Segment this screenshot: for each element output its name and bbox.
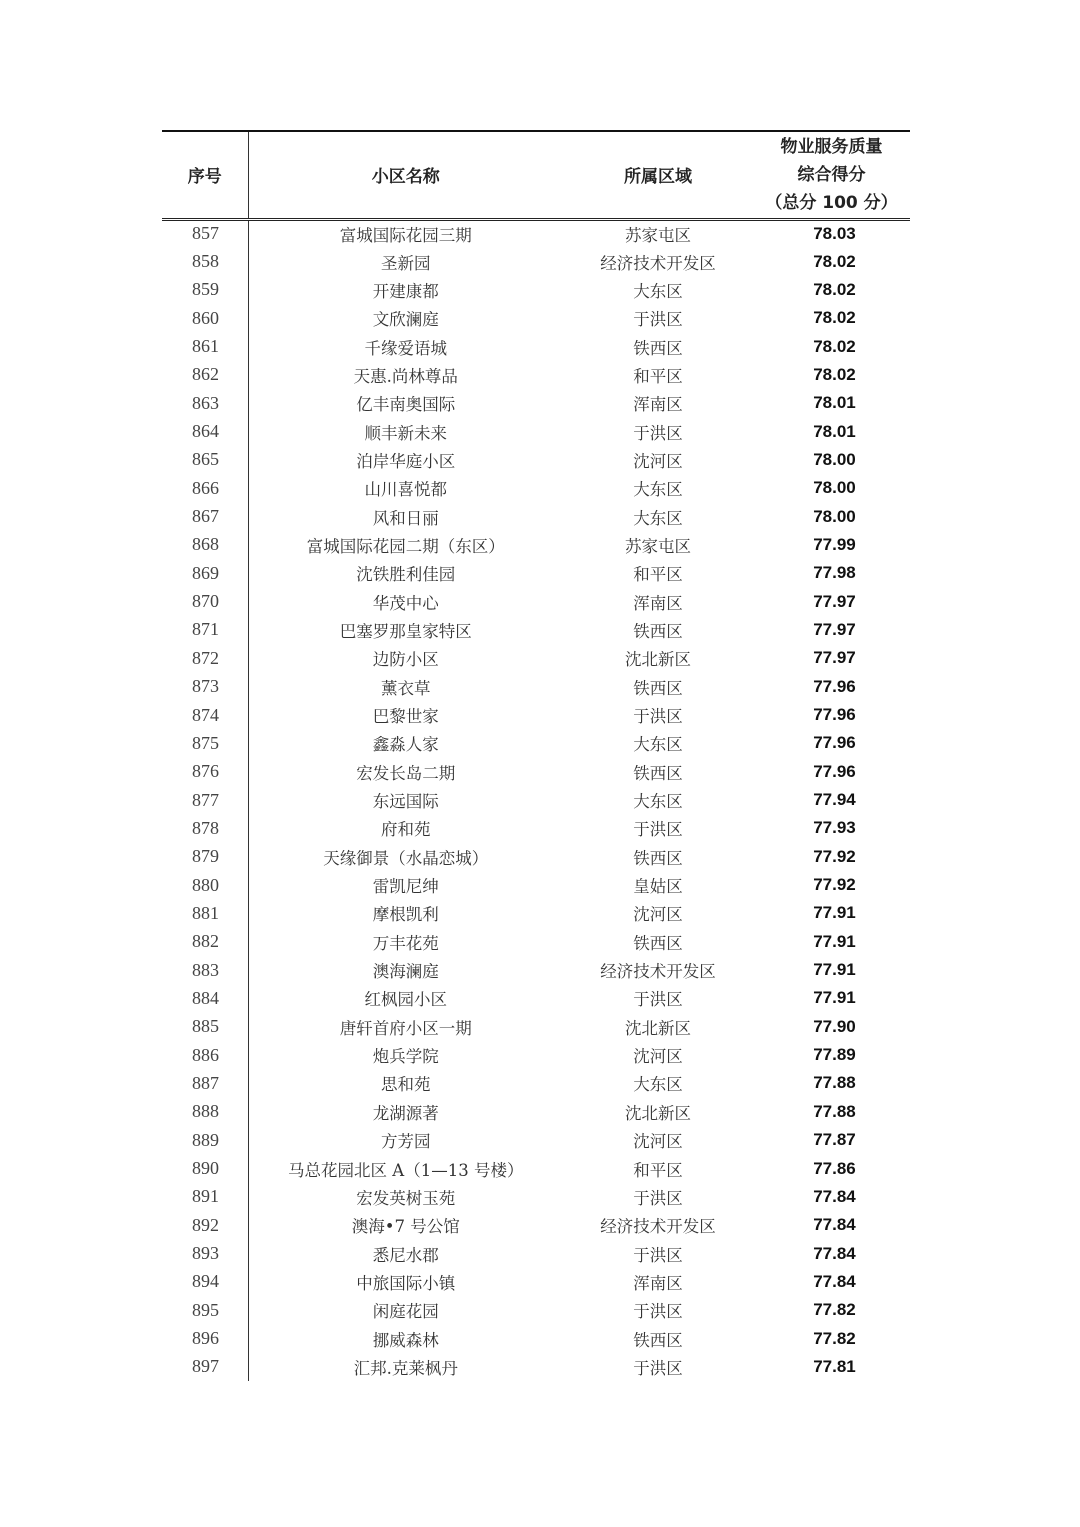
row-score: 77.99 [813,534,856,554]
table-row [162,1069,910,1097]
row-district: 沈河区 [633,1132,683,1152]
row-score: 78.03 [813,223,856,243]
table-row [162,1154,910,1182]
table-body [162,219,910,1381]
row-name: 巴塞罗那皇家特区 [339,621,472,641]
row-score: 77.96 [813,676,856,696]
table-row [162,616,910,644]
row-district: 铁西区 [633,1330,683,1350]
row-score: 77.86 [813,1158,856,1178]
row-district: 和平区 [633,565,683,585]
table-row [162,1324,910,1352]
table-row [162,871,910,899]
row-district: 大东区 [633,1075,683,1095]
property-service-score-table [162,130,910,1381]
row-score: 78.02 [813,308,856,328]
row-index: 891 [162,1183,248,1211]
row-index: 859 [162,276,248,304]
row-name: 泊岸华庭小区 [356,451,456,471]
row-score: 77.92 [813,875,856,895]
row-name: 思和苑 [381,1075,431,1095]
row-index: 894 [162,1268,248,1296]
row-district: 于洪区 [633,310,683,330]
row-name: 富城国际花园二期（东区） [306,536,505,556]
row-district: 铁西区 [633,678,683,698]
row-index: 869 [162,559,248,587]
table-row [162,843,910,871]
row-score: 77.96 [813,761,856,781]
row-district: 于洪区 [633,820,683,840]
row-score: 77.97 [813,648,856,668]
table-row [162,984,910,1012]
row-district: 于洪区 [633,1358,683,1378]
row-name: 东远国际 [372,792,439,812]
row-district: 皇姑区 [633,877,683,897]
row-index: 872 [162,644,248,672]
row-district: 浑南区 [633,395,683,415]
row-name: 红枫园小区 [364,990,447,1010]
table-row [162,1268,910,1296]
row-name: 薰衣草 [381,678,431,698]
row-score: 77.81 [813,1356,856,1376]
row-index: 873 [162,673,248,701]
row-score: 77.82 [813,1328,856,1348]
ranking-page [162,130,910,1381]
row-name: 开建康都 [372,281,439,301]
row-score: 78.02 [813,279,856,299]
row-index: 857 [162,219,248,247]
table-row [162,1353,910,1381]
row-index: 860 [162,304,248,332]
row-district: 沈河区 [633,1047,683,1067]
row-name: 千缘爱语城 [364,338,447,358]
header-row [162,131,910,219]
row-score: 78.00 [813,478,856,498]
row-name: 唐轩首府小区一期 [339,1018,472,1038]
table-row [162,276,910,304]
row-index: 870 [162,587,248,615]
row-name: 马总花园北区 A（1—13 号楼） [288,1160,524,1180]
row-name: 巴黎世家 [372,707,439,727]
row-index: 885 [162,1013,248,1041]
row-name: 沈铁胜利佳园 [356,565,456,585]
row-district: 大东区 [633,281,683,301]
table-row [162,502,910,530]
row-index: 897 [162,1353,248,1381]
table-row [162,361,910,389]
header-score-line2: 综合得分 [797,164,866,185]
row-district: 浑南区 [633,593,683,613]
row-district: 于洪区 [633,707,683,727]
table-row [162,587,910,615]
row-index: 895 [162,1296,248,1324]
row-index: 888 [162,1098,248,1126]
table-row [162,928,910,956]
row-district: 浑南区 [633,1273,683,1293]
row-district: 经济技术开发区 [600,962,716,982]
row-district: 于洪区 [633,1302,683,1322]
row-district: 苏家屯区 [625,536,691,556]
row-index: 892 [162,1211,248,1239]
row-name: 中旅国际小镇 [356,1273,456,1293]
table-header [162,131,910,219]
header-name: 小区名称 [248,131,563,219]
table-row [162,899,910,927]
row-score: 77.91 [813,960,856,980]
row-index: 863 [162,389,248,417]
row-name: 万丰花苑 [372,933,439,953]
row-score: 77.88 [813,1073,856,1093]
row-score: 77.82 [813,1300,856,1320]
row-index: 861 [162,332,248,360]
row-score: 78.00 [813,449,856,469]
header-district: 所属区域 [563,131,753,219]
row-index: 890 [162,1154,248,1182]
table-row [162,247,910,275]
row-name: 亿丰南奥国际 [356,395,456,415]
row-name: 雷凯尼绅 [372,877,439,897]
row-score: 77.84 [813,1186,856,1206]
table-row [162,446,910,474]
row-district: 铁西区 [633,621,683,641]
row-name: 汇邦.克莱枫丹 [353,1358,458,1378]
table-row [162,559,910,587]
row-index: 871 [162,616,248,644]
row-score: 77.90 [813,1016,856,1036]
row-score: 78.01 [813,393,856,413]
row-name: 澳海•7 号公馆 [351,1217,460,1237]
header-score-line1: 物业服务质量 [780,136,883,157]
table-row [162,729,910,757]
row-name: 华茂中心 [372,593,439,613]
table-row [162,332,910,360]
row-index: 877 [162,786,248,814]
row-district: 于洪区 [633,423,683,443]
row-name: 圣新园 [381,253,431,273]
row-score: 77.94 [813,790,856,810]
table-row [162,531,910,559]
row-score: 77.97 [813,591,856,611]
row-name: 悉尼水郡 [372,1245,439,1265]
row-district: 铁西区 [633,848,683,868]
table-row [162,1211,910,1239]
table-row [162,673,910,701]
row-score: 77.98 [813,563,856,583]
row-name: 府和苑 [381,820,431,840]
row-score: 77.96 [813,705,856,725]
table-row [162,758,910,786]
header-score-line3: （总分 100 分） [765,192,898,213]
row-name: 宏发英树玉苑 [356,1188,456,1208]
row-district: 和平区 [633,366,683,386]
table-row [162,644,910,672]
row-index: 893 [162,1239,248,1267]
row-name: 天缘御景（水晶恋城） [323,848,489,868]
row-score: 77.84 [813,1271,856,1291]
table-row [162,1126,910,1154]
row-score: 77.91 [813,988,856,1008]
row-district: 经济技术开发区 [600,1217,716,1237]
row-index: 875 [162,729,248,757]
row-index: 881 [162,899,248,927]
row-district: 沈北新区 [625,1103,691,1123]
row-score: 77.87 [813,1130,856,1150]
row-score: 78.02 [813,336,856,356]
row-score: 77.96 [813,733,856,753]
row-score: 77.89 [813,1045,856,1065]
row-score: 78.00 [813,506,856,526]
row-index: 874 [162,701,248,729]
row-score: 77.92 [813,846,856,866]
row-index: 858 [162,247,248,275]
table-row [162,474,910,502]
row-index: 864 [162,417,248,445]
row-index: 889 [162,1126,248,1154]
row-district: 苏家屯区 [625,225,691,245]
table-row [162,219,910,247]
row-name: 龙湖源著 [372,1103,439,1123]
row-district: 大东区 [633,508,683,528]
row-index: 887 [162,1069,248,1097]
table-row [162,1041,910,1069]
row-name: 炮兵学院 [372,1047,439,1067]
row-district: 于洪区 [633,1245,683,1265]
row-index: 879 [162,843,248,871]
row-district: 沈北新区 [625,1018,691,1038]
row-index: 866 [162,474,248,502]
table-row [162,304,910,332]
row-district: 铁西区 [633,763,683,783]
row-index: 867 [162,502,248,530]
table-row [162,1296,910,1324]
row-index: 882 [162,928,248,956]
row-index: 878 [162,814,248,842]
row-name: 方芳园 [381,1132,431,1152]
row-score: 78.02 [813,251,856,271]
row-name: 边防小区 [372,650,439,670]
row-name: 宏发长岛二期 [356,763,456,783]
row-score: 77.88 [813,1101,856,1121]
table-row [162,417,910,445]
table-row [162,814,910,842]
row-district: 经济技术开发区 [600,253,716,273]
table-row [162,956,910,984]
row-district: 大东区 [633,480,683,500]
table-row [162,389,910,417]
row-score: 77.91 [813,903,856,923]
row-name: 风和日丽 [372,508,439,528]
row-index: 880 [162,871,248,899]
row-district: 铁西区 [633,338,683,358]
row-score: 77.93 [813,818,856,838]
header-score [753,131,910,219]
row-name: 文欣澜庭 [372,310,439,330]
row-score: 77.91 [813,931,856,951]
row-name: 挪威森林 [372,1330,439,1350]
row-district: 和平区 [633,1160,683,1180]
row-district: 铁西区 [633,933,683,953]
row-index: 886 [162,1041,248,1069]
row-district: 沈河区 [633,905,683,925]
row-name: 富城国际花园三期 [339,225,472,245]
row-index: 884 [162,984,248,1012]
row-score: 77.97 [813,619,856,639]
row-index: 862 [162,361,248,389]
table-row [162,701,910,729]
row-score: 78.01 [813,421,856,441]
row-name: 天惠.尚林尊品 [353,366,458,386]
row-name: 澳海澜庭 [372,962,439,982]
row-name: 摩根凯利 [372,905,439,925]
row-district: 于洪区 [633,1188,683,1208]
row-district: 沈河区 [633,451,683,471]
row-name: 顺丰新未来 [364,423,447,443]
table-row [162,1013,910,1041]
row-score: 77.84 [813,1215,856,1235]
table-row [162,1098,910,1126]
row-district: 大东区 [633,792,683,812]
row-name: 闲庭花园 [372,1302,439,1322]
row-index: 876 [162,758,248,786]
row-score: 78.02 [813,364,856,384]
row-name: 山川喜悦都 [364,480,447,500]
row-index: 896 [162,1324,248,1352]
row-score: 77.84 [813,1243,856,1263]
table-row [162,786,910,814]
header-index: 序号 [162,131,248,219]
table-row [162,1239,910,1267]
row-district: 于洪区 [633,990,683,1010]
row-district: 大东区 [633,735,683,755]
row-index: 883 [162,956,248,984]
table-row [162,1183,910,1211]
row-district: 沈北新区 [625,650,691,670]
row-name: 鑫淼人家 [372,735,439,755]
row-index: 865 [162,446,248,474]
row-index: 868 [162,531,248,559]
